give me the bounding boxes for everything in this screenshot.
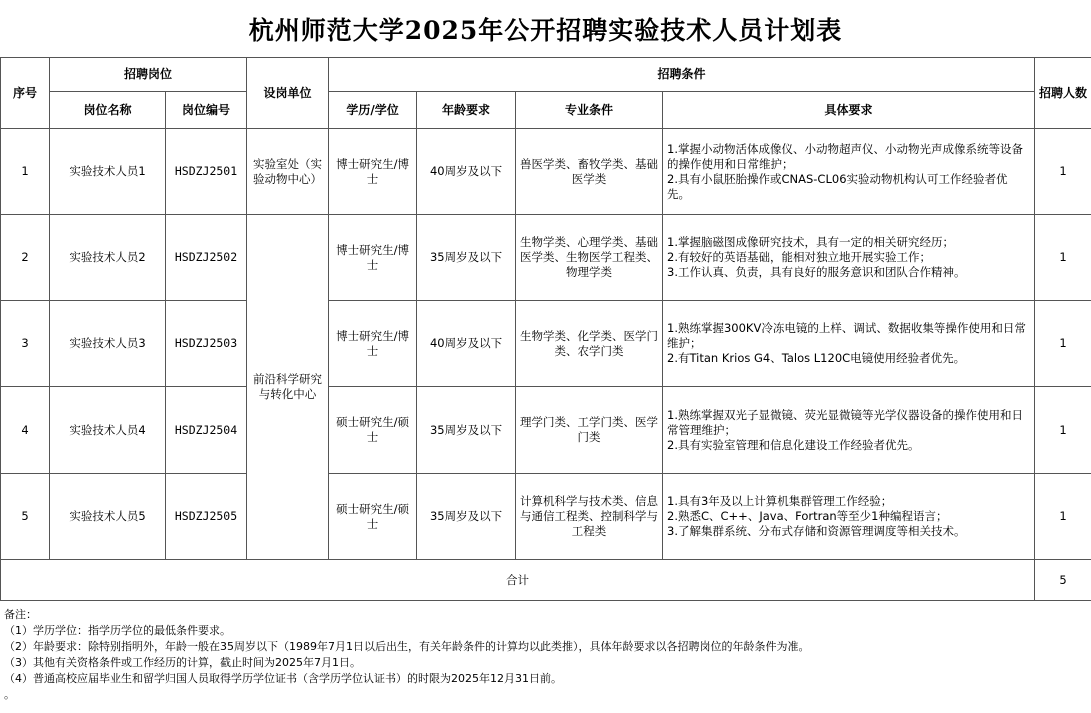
row-post-code: HSDZJ2502: [166, 215, 247, 301]
row-degree: 硕士研究生/硕士: [329, 387, 417, 474]
header-row-2: [1, 92, 1091, 129]
row-major: 兽医学类、畜牧学类、基础医学类: [516, 129, 663, 215]
row-degree: 博士研究生/博士: [329, 215, 417, 301]
header-age: 年龄要求: [417, 92, 516, 129]
note-line: （4）普通高校应届毕业生和留学归国人员取得学历学位证书（含学历学位认证书）的时限为2025年12月31日前。: [4, 672, 562, 685]
detail-line: 1.具有3年及以上计算机集群管理工作经验；: [667, 494, 893, 508]
row-age: 35周岁及以下: [417, 387, 516, 474]
detail-line: 1.熟练掌握300KV冷冻电镜的上样、调试、数据收集等操作使用和日常维护；: [667, 321, 1026, 350]
detail-line: 2.熟悉C、C++、Java、Fortran等至少1种编程语言；: [667, 509, 948, 523]
header-post-name: 岗位名称: [50, 92, 166, 129]
row-degree: 博士研究生/博士: [329, 301, 417, 387]
row-degree: 硕士研究生/硕士: [329, 474, 417, 560]
header-seq: 序号: [1, 58, 50, 129]
row-post-code: HSDZJ2505: [166, 474, 247, 560]
notes-heading: 备注：: [4, 608, 37, 621]
total-row: [1, 560, 1091, 601]
detail-line: 2.具有实验室管理和信息化建设工作经验者优先。: [667, 437, 920, 452]
header-row-1: [1, 58, 1091, 92]
row-major: 生物学类、化学类、医学门类、农学门类: [516, 301, 663, 387]
header-detail: 具体要求: [663, 92, 1035, 129]
detail-line: 1.掌握小动物活体成像仪、小动物超声仪、小动物光声成像系统等设备的操作使用和日常维护；: [667, 141, 1023, 171]
row-degree: 博士研究生/博士: [329, 129, 417, 215]
total-value: 5: [1035, 560, 1091, 601]
table-row: [1, 129, 1091, 215]
table-row: [1, 301, 1091, 387]
row-dept: 实验室处（实验动物中心）: [247, 129, 329, 215]
detail-line: 2.具有小鼠胚胎操作或CNAS-CL06实验动物机构认可工作经验者优先。: [667, 171, 1008, 201]
row-age: 40周岁及以下: [417, 301, 516, 387]
row-post-name: 实验技术人员3: [50, 301, 166, 387]
row-post-code: HSDZJ2503: [166, 301, 247, 387]
detail-line: 3.了解集群系统、分布式存储和资源管理调度等相关技术。: [667, 524, 966, 538]
row-age: 40周岁及以下: [417, 129, 516, 215]
row-major: 计算机科学与技术类、信息与通信工程类、控制科学与工程类: [516, 474, 663, 560]
header-conditions-group: 招聘条件: [329, 58, 1035, 92]
row-major: 生物学类、心理学类、基础医学类、生物医学工程类、物理学类: [516, 215, 663, 301]
row-post-name: 实验技术人员5: [50, 474, 166, 560]
row-count: 1: [1035, 215, 1091, 301]
header-post-group: 招聘岗位: [50, 58, 247, 92]
note-line: （3）其他有关资格条件或工作经历的计算，截止时间为2025年7月1日。: [4, 656, 361, 669]
row-detail: [663, 474, 1035, 560]
total-label: 合计: [1, 560, 1035, 601]
notes-tail: 。: [4, 688, 15, 701]
row-major: 理学门类、工学门类、医学门类: [516, 387, 663, 474]
row-seq: 3: [1, 301, 50, 387]
page-title: 杭州师范大学2025年公开招聘实验技术人员计划表: [248, 15, 843, 45]
row-post-name: 实验技术人员1: [50, 129, 166, 215]
row-post-name: 实验技术人员4: [50, 387, 166, 474]
table-row: [1, 215, 1091, 301]
row-count: 1: [1035, 474, 1091, 560]
row-seq: 2: [1, 215, 50, 301]
note-line: （2）年龄要求：除特别指明外，年龄一般在35周岁以下（1989年7月1日以后出生，有关年龄条件的计算均以此类推），具体年龄要求以各招聘岗位的年龄条件为准。: [4, 640, 810, 653]
row-seq: 1: [1, 129, 50, 215]
detail-line: 1.掌握脑磁图成像研究技术，具有一定的相关研究经历；: [667, 235, 954, 249]
row-dept: 前沿科学研究与转化中心: [247, 215, 329, 560]
note-line: （1）学历学位：指学历学位的最低条件要求。: [4, 624, 231, 637]
table-row: [1, 474, 1091, 560]
header-degree: 学历/学位: [329, 92, 417, 129]
row-detail: [663, 215, 1035, 301]
recruitment-plan-table: [0, 57, 1091, 601]
header-major: 专业条件: [516, 92, 663, 129]
row-seq: 4: [1, 387, 50, 474]
row-post-code: HSDZJ2501: [166, 129, 247, 215]
notes-section: [4, 607, 1084, 703]
row-age: 35周岁及以下: [417, 215, 516, 301]
row-count: 1: [1035, 301, 1091, 387]
row-post-name: 实验技术人员2: [50, 215, 166, 301]
row-age: 35周岁及以下: [417, 474, 516, 560]
header-post-code: 岗位编号: [166, 92, 247, 129]
detail-line: 1.熟练掌握双光子显微镜、荧光显微镜等光学仪器设备的操作使用和日常管理维护；: [667, 407, 1023, 437]
row-count: 1: [1035, 129, 1091, 215]
row-detail: [663, 387, 1035, 474]
header-count: 招聘人数: [1035, 58, 1091, 129]
detail-line: 2.有较好的英语基础，能相对独立地开展实验工作；: [667, 250, 931, 264]
row-seq: 5: [1, 474, 50, 560]
table-row: [1, 387, 1091, 474]
detail-line: 3.工作认真、负责，具有良好的服务意识和团队合作精神。: [667, 265, 966, 279]
row-detail: [663, 301, 1035, 387]
row-post-code: HSDZJ2504: [166, 387, 247, 474]
row-detail: [663, 129, 1035, 215]
row-count: 1: [1035, 387, 1091, 474]
detail-line: 2.有Titan Krios G4、Talos L120C电镜使用经验者优先。: [667, 351, 966, 365]
header-dept: 设岗单位: [247, 58, 329, 129]
